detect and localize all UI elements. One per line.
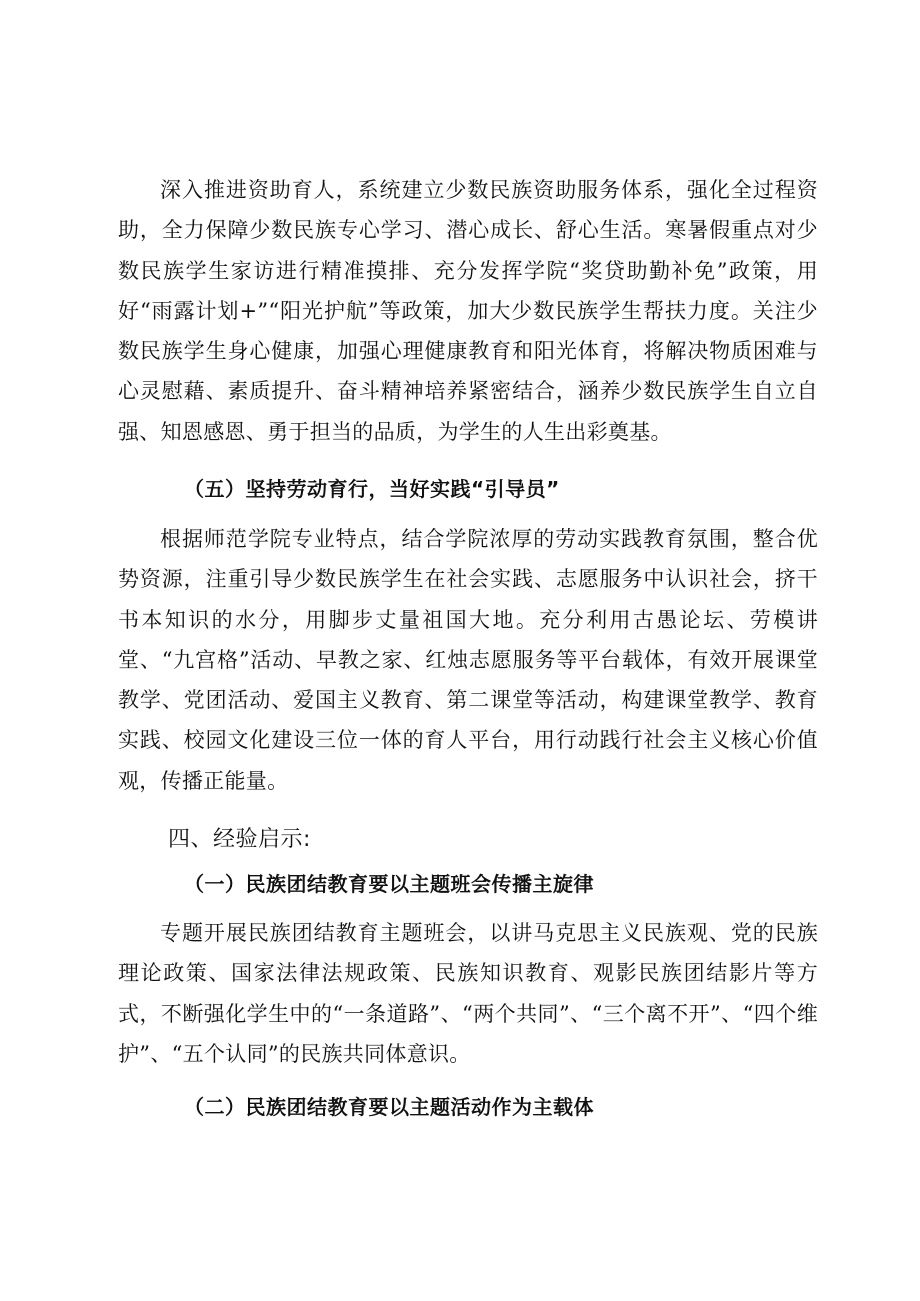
- paragraph-funding-support: 深入推进资助育人，系统建立少数民族资助服务体系，强化全过程资助，全力保障少数民族专心学习、潜心成长、舒心生活。寒暑假重点对少数民族学生家访进行精准摸排、充分发挥学院“奖贷助勤补免”政策，用好“雨露计划+”“阳光护航”等政策，加大少数民族学生帮扶力度。关注少数民族学生身心健康，加强心理健康教育和阳光体育，将解决物质困难与心灵慰藉、素质提升、奋斗精神培养紧密结合，涵养少数民族学生自立自强、知恩感恩、勇于担当的品质，为学生的人生出彩奠基。: [118, 178, 818, 444]
- subheading-labor-education: （五）坚持劳动育行，当好实践“引导员”: [184, 477, 560, 501]
- subheading-theme-class-meeting: （一）民族团结教育要以主题班会传播主旋律: [184, 872, 594, 896]
- paragraph-practice-guidance: 根据师范学院专业特点，结合学院浓厚的劳动实践教育氛围，整合优势资源，注重引导少数民族学生在社会实践、志愿服务中认识社会，挤干书本知识的水分，用脚步丈量祖国大地。充分利用古愚论坛、劳模讲堂、“九宫格”活动、早教之家、红烛志愿服务等平台载体，有效开展课堂教学、党团活动、爱国主义教育、第二课堂等活动，构建课堂教学、教育实践、校园文化建设三位一体的育人平台，用行动践行社会主义核心价值观，传播正能量。: [118, 527, 818, 793]
- section-heading-experience: 四、经验启示:: [168, 827, 311, 852]
- paragraph-theme-class-meeting: 专题开展民族团结教育主题班会，以讲马克思主义民族观、党的民族理论政策、国家法律法规政策、民族知识教育、观影民族团结影片等方式，不断强化学生中的“一条道路”、“两个共同”、“三个离不开”、“四个维护”、“五个认同”的民族共同体意识。: [118, 921, 818, 1066]
- subheading-theme-activities: （二）民族团结教育要以主题活动作为主载体: [184, 1095, 594, 1119]
